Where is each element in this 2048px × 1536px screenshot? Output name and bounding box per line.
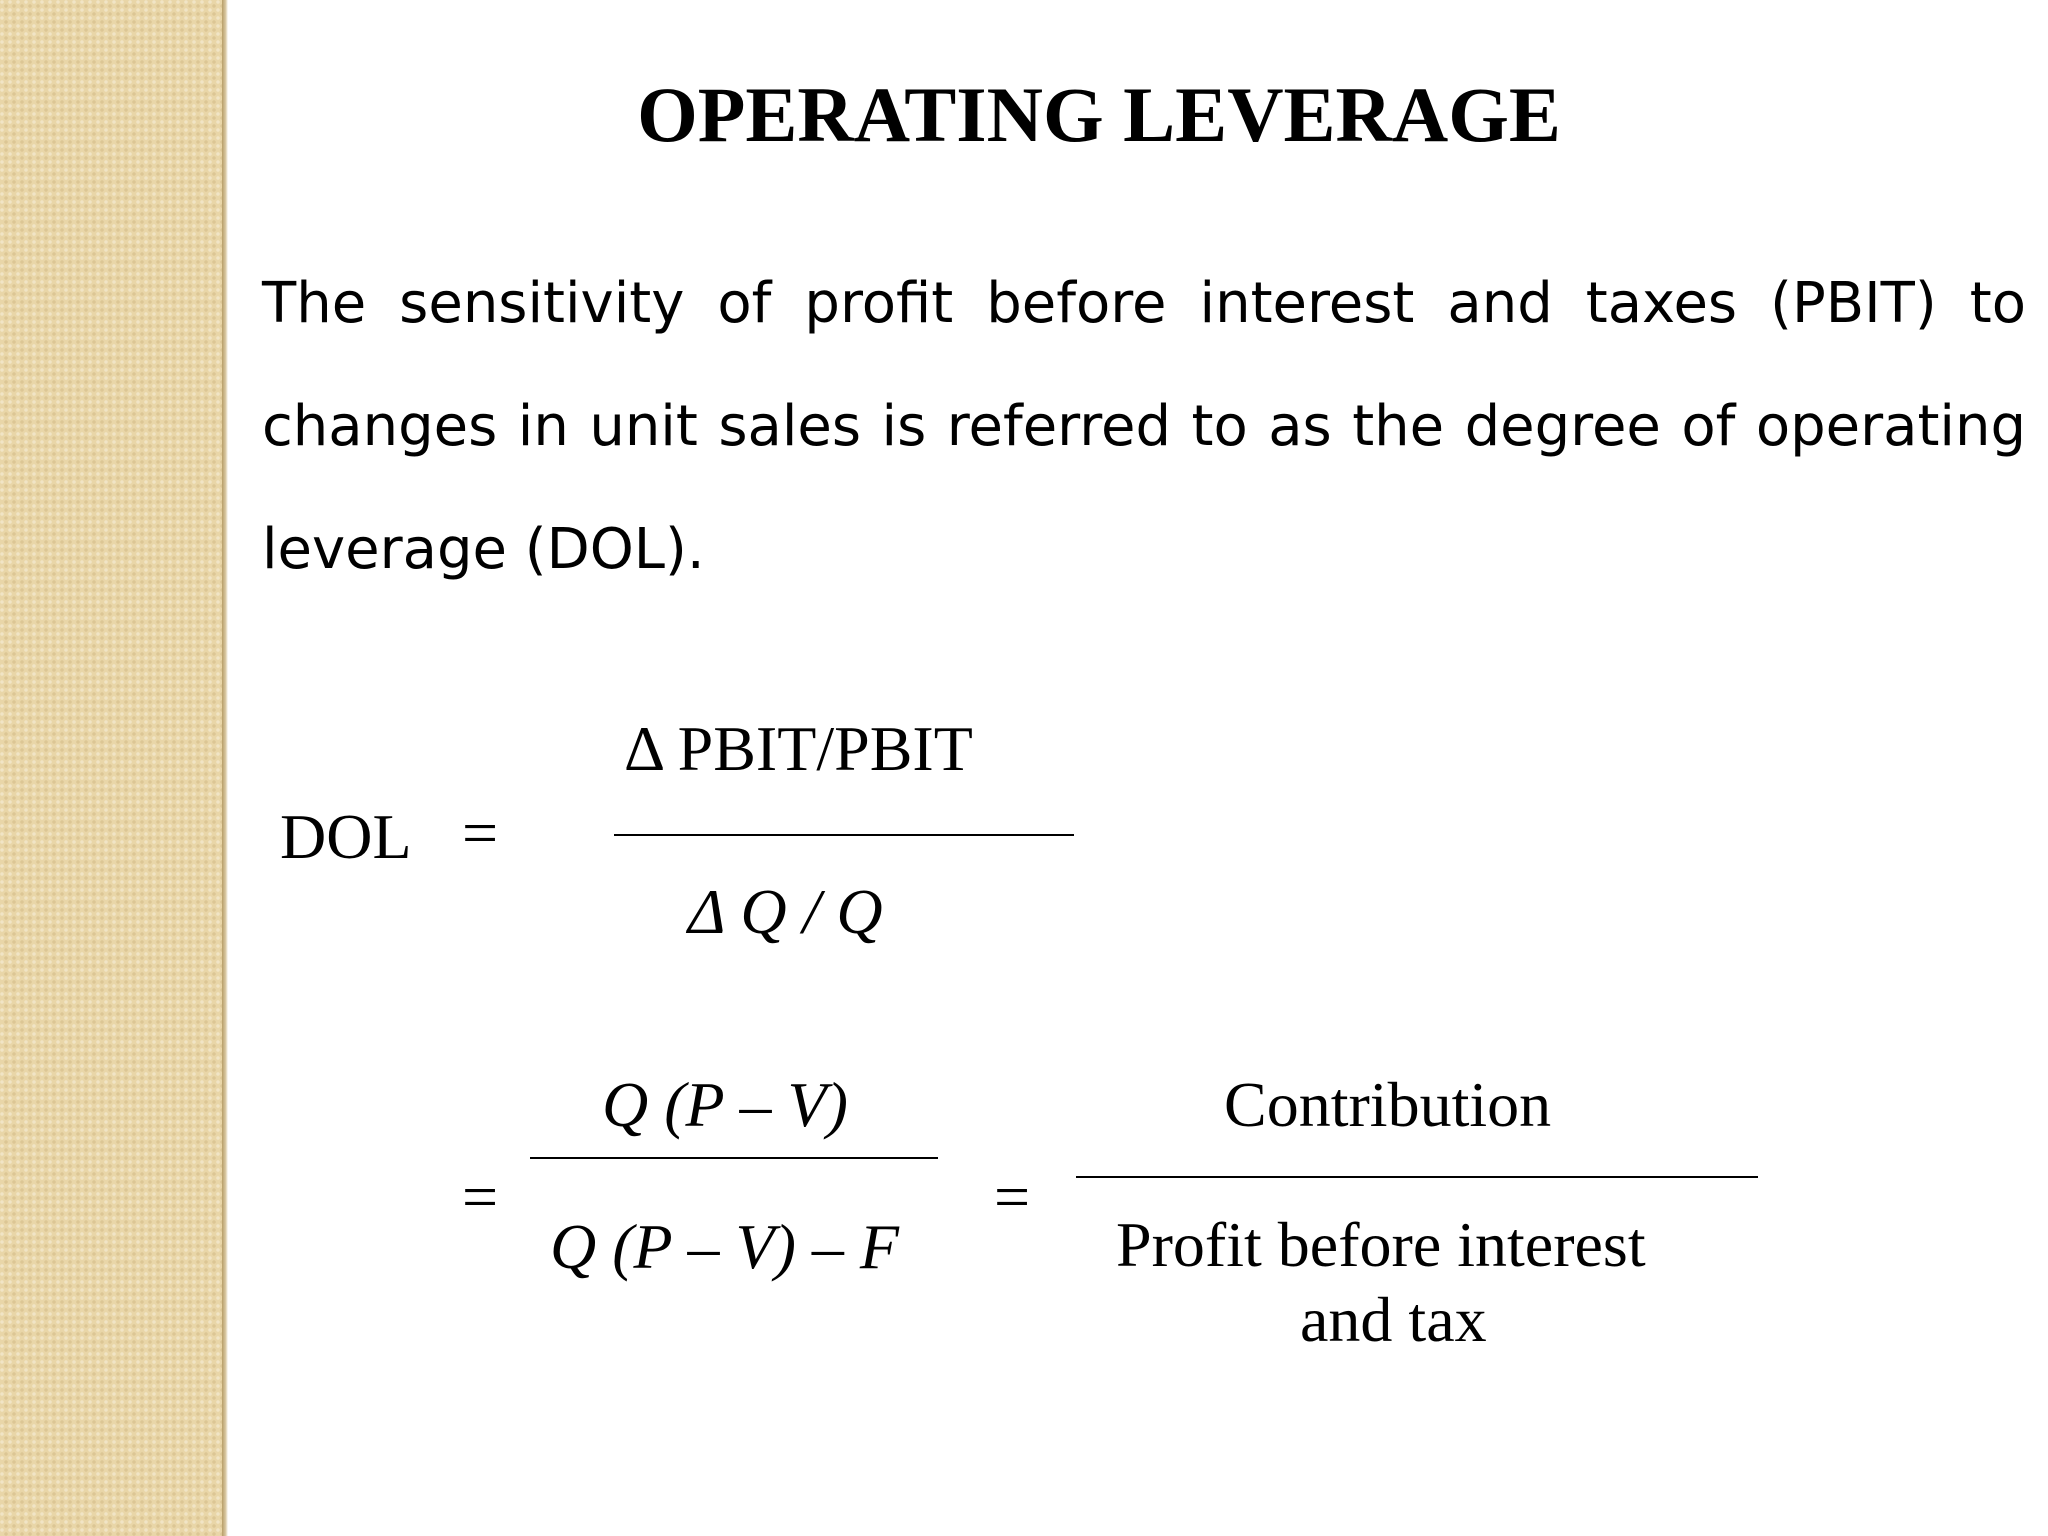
dol-equals: = xyxy=(462,797,499,868)
formula2-equals-1: = xyxy=(462,1161,499,1232)
decorative-side-strip xyxy=(0,0,222,1536)
formula2-denominator: Q (P – V) – F xyxy=(550,1211,899,1282)
dol-numerator: Δ PBIT/PBIT xyxy=(624,713,973,784)
pbit-denominator-line1: Profit before interest xyxy=(1116,1209,1646,1280)
definition-paragraph: The sensitivity of profit before interest and taxes (PBIT) to changes in unit sales is referred to as the degree of operating leverage (DOL). xyxy=(262,271,2026,582)
formula2-fraction-bar-1 xyxy=(530,1157,938,1159)
contribution-numerator: Contribution xyxy=(1224,1069,1552,1140)
formula2-equals-2: = xyxy=(994,1161,1031,1232)
side-strip-shadow xyxy=(222,0,228,1536)
pbit-denominator-line2: and tax xyxy=(1300,1284,1487,1355)
dol-label: DOL xyxy=(280,801,412,872)
dol-denominator: Δ Q / Q xyxy=(688,876,883,947)
formula2-fraction-bar-2 xyxy=(1076,1176,1758,1178)
dol-fraction-bar xyxy=(614,834,1074,836)
slide-title: OPERATING LEVERAGE xyxy=(637,71,1561,158)
formula2-numerator: Q (P – V) xyxy=(602,1069,848,1140)
